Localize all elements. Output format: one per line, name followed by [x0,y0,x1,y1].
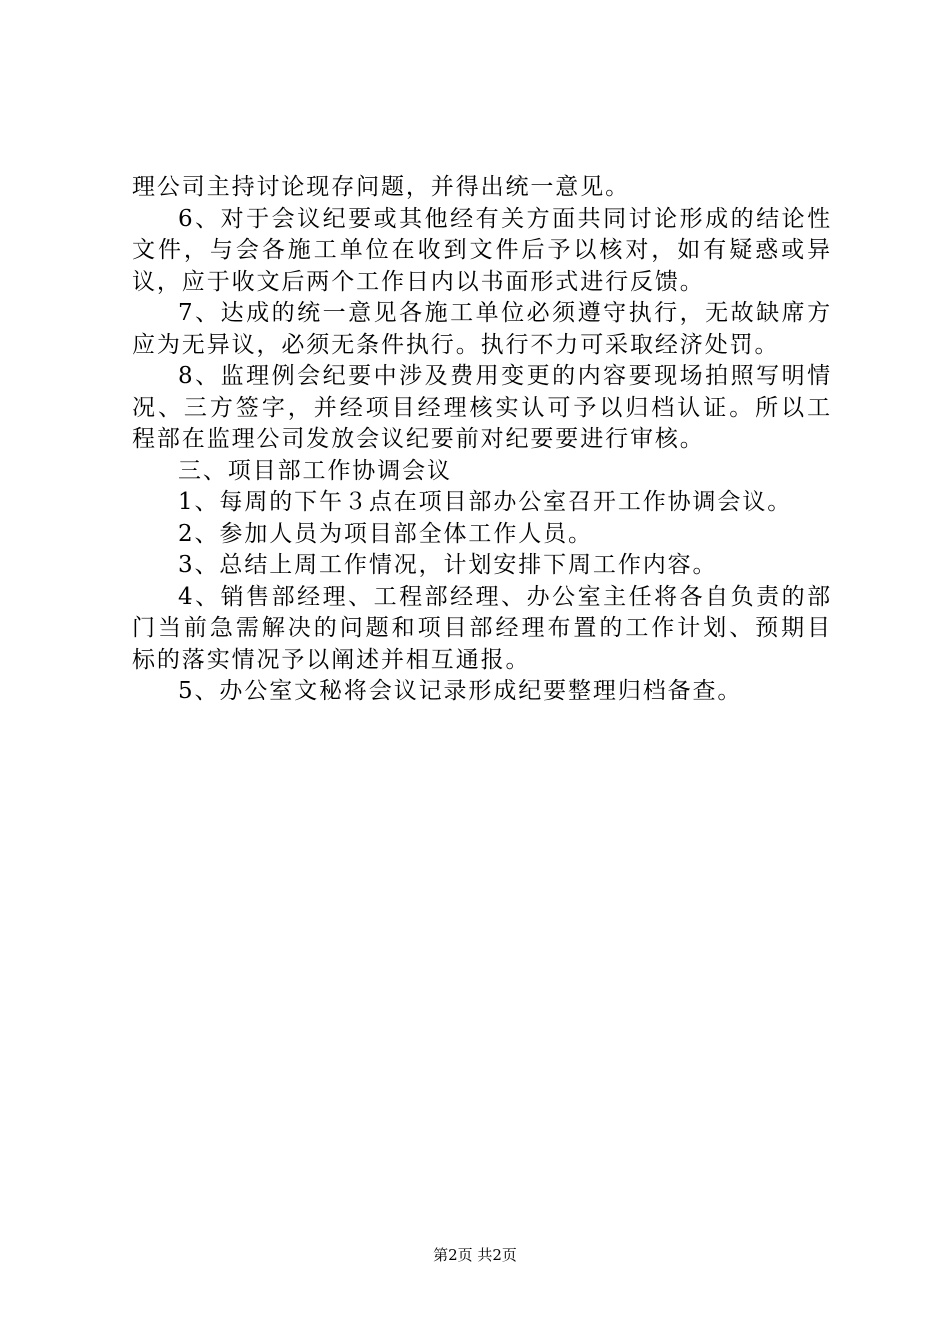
text-line: 门当前急需解决的问题和项目部经理布置的工作计划、预期目 [132,615,832,641]
paragraph-item-3 [132,550,832,582]
text-line: 2、参加人员为项目部全体工作人员。 [178,520,593,547]
paragraph-item-5 [132,676,832,708]
paragraph-item-4 [132,582,832,677]
page-number-footer: 第2页 共2页 [433,1246,517,1264]
text-line: 4、销售部经理、工程部经理、办公室主任将各自负责的部 [178,583,832,610]
paragraph-item-6 [132,204,832,299]
text-line: 议，应于收文后两个工作日内以书面形式进行反馈。 [132,268,705,295]
paragraph [132,172,832,204]
document-body [132,172,832,708]
heading-text: 三、项目部工作协调会议 [178,457,452,484]
paragraph-item-1 [132,487,832,519]
text-line: 6、对于会议纪要或其他经有关方面共同讨论形成的结论性 [178,205,832,232]
text-line: 8、监理例会纪要中涉及费用变更的内容要现场拍照写明情 [178,363,832,389]
paragraph-item-7 [132,298,832,361]
text-line: 标的落实情况予以阐述并相互通报。 [132,646,531,673]
text-line: 应为无异议，必须无条件执行。执行不力可采取经济处罚。 [132,331,780,358]
paragraph-item-8 [132,361,832,456]
paragraph-item-2 [132,519,832,551]
text-line: 3、总结上周工作情况，计划安排下周工作内容。 [178,552,718,578]
text-line: 程部在监理公司发放会议纪要前对纪要要进行审核。 [132,426,705,452]
text-line: 况、三方签字，并经项目经理核实认可予以归档认证。所以工 [132,394,832,421]
text-line: 7、达成的统一意见各施工单位必须遵守执行，无故缺席方 [178,300,832,326]
text-line: 1、每周的下午３点在项目部办公室召开工作协调会议。 [178,489,793,515]
text-line: 文件，与会各施工单位在收到文件后予以核对，如有疑惑或异 [132,237,832,263]
section-heading [132,456,832,488]
text-line: 5、办公室文秘将会议记录形成纪要整理归档备查。 [178,678,743,704]
text-line: 理公司主持讨论现存问题，并得出统一意见。 [132,174,630,200]
